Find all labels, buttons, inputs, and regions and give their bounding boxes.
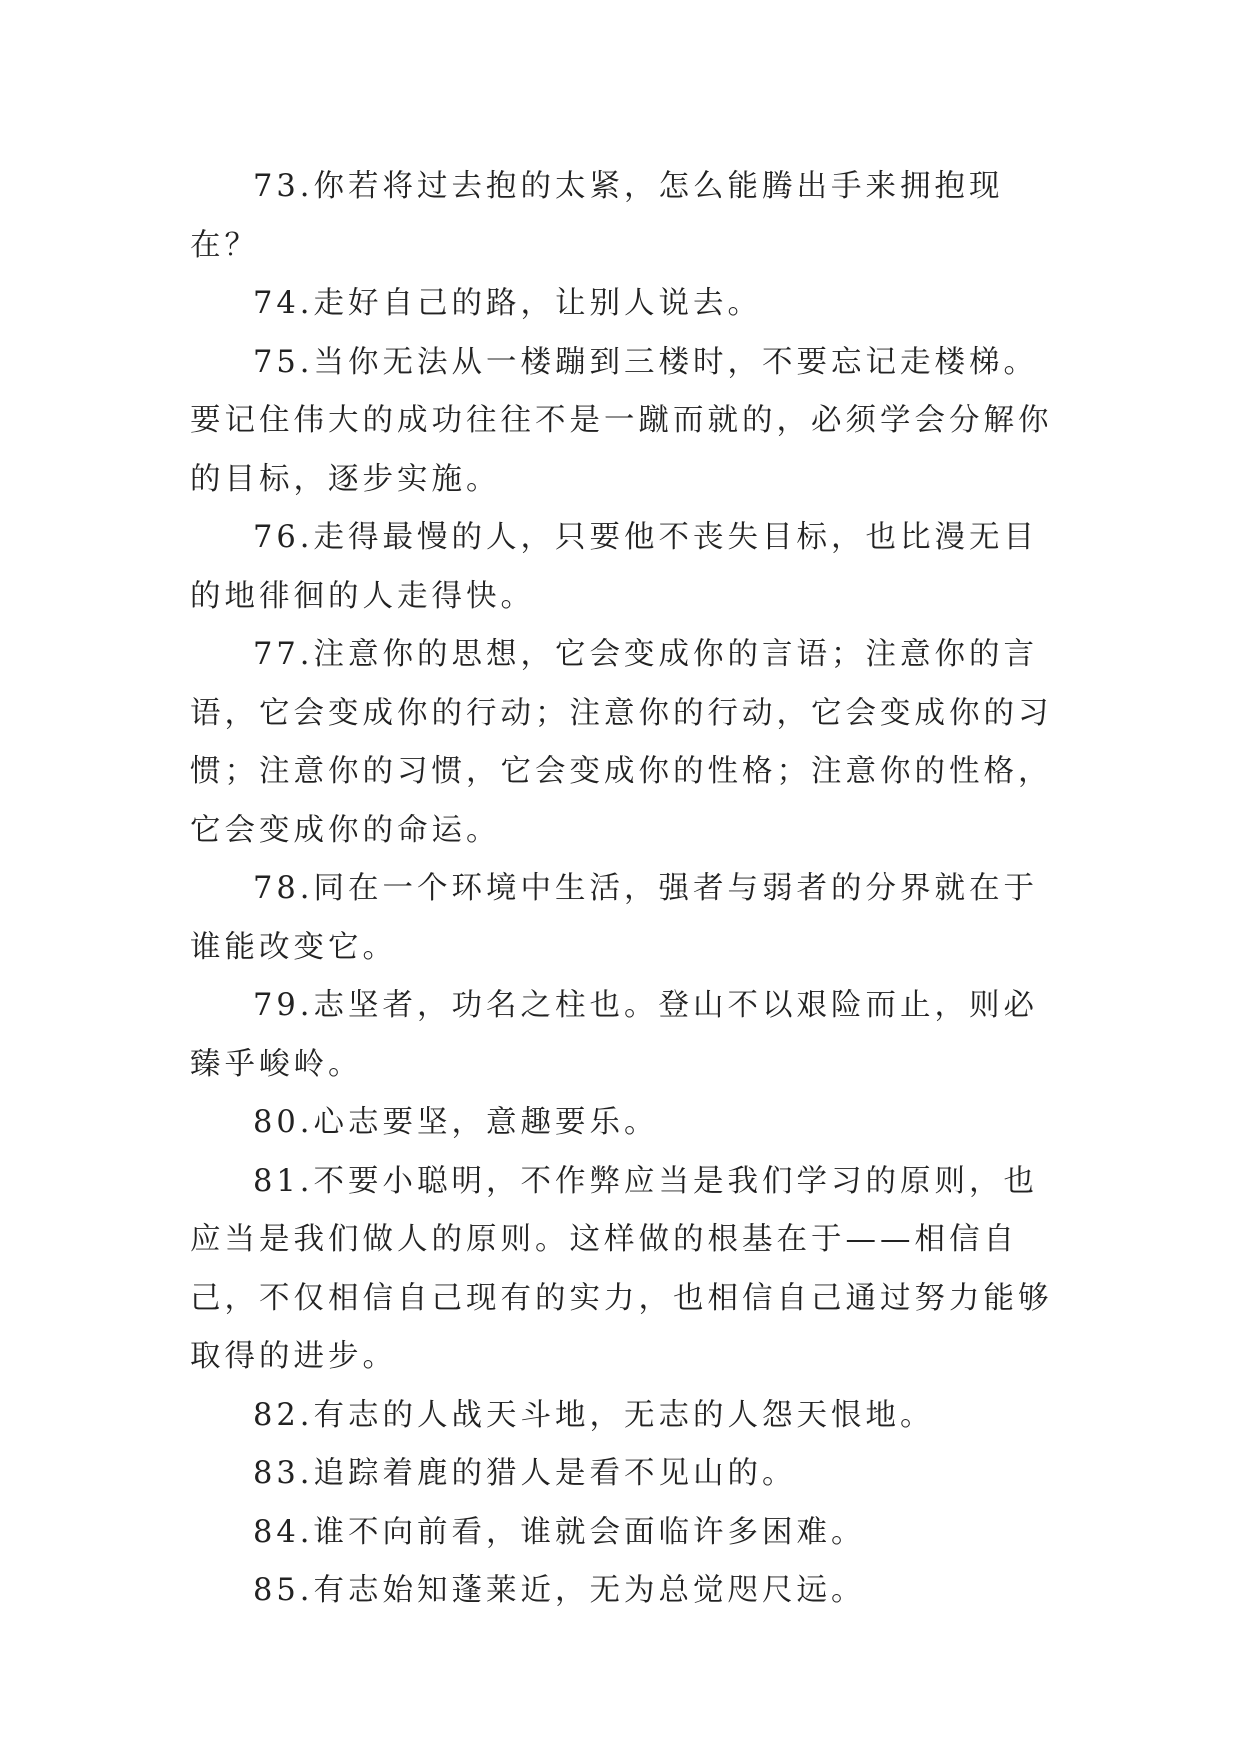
paragraph-83: 83.追踪着鹿的猎人是看不见山的。	[253, 1456, 797, 1491]
paragraph-74: 74.走好自己的路，让别人说去。	[253, 286, 763, 321]
paragraph-79: 79.志坚者，功名之柱也。登山不以艰险而止，则必臻乎峻岭。	[190, 988, 1039, 1082]
paragraph-73: 73.你若将过去抱的太紧，怎么能腾出手来拥抱现在？	[190, 169, 1004, 263]
paragraph-76: 76.走得最慢的人，只要他不丧失目标，也比漫无目的地徘徊的人走得快。	[190, 520, 1039, 614]
document-body	[190, 158, 1060, 1621]
paragraph-81: 81.不要小聪明，不作弊应当是我们学习的原则，也应当是我们做人的原则。这样做的根基在于——相信自己，不仅相信自己现有的实力，也相信自己通过努力能够取得的进步。	[190, 1163, 1053, 1374]
paragraph-82: 82.有志的人战天斗地，无志的人怨天恨地。	[253, 1397, 935, 1433]
paragraph-75: 75.当你无法从一楼蹦到三楼时，不要忘记走楼梯。要记住伟大的成功往往不是一蹴而就的，必须学会分解你的目标，逐步实施。	[190, 344, 1053, 497]
paragraph-85: 85.有志始知蓬莱近，无为总觉咫尺远。	[253, 1573, 866, 1608]
paragraph-77: 77.注意你的思想，它会变成你的言语；注意你的言语，它会变成你的行动；注意你的行动，它会变成你的习惯；注意你的习惯，它会变成你的性格；注意你的性格，它会变成你的命运。	[190, 637, 1053, 848]
paragraph-84: 84.谁不向前看，谁就会面临许多困难。	[253, 1514, 866, 1550]
paragraph-78: 78.同在一个环境中生活，强者与弱者的分界就在于谁能改变它。	[190, 871, 1039, 965]
paragraph-80: 80.心志要坚，意趣要乐。	[253, 1105, 659, 1140]
